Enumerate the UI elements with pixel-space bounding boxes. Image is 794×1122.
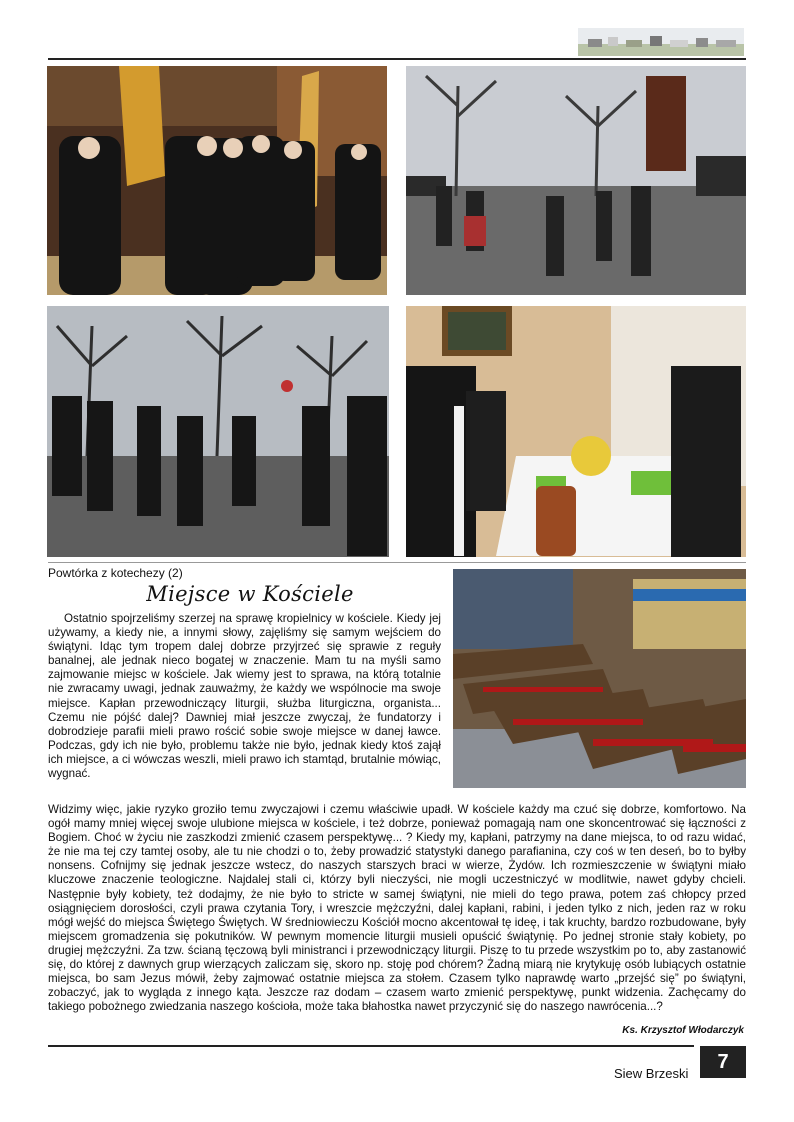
article-paragraph-1: Ostatnio spojrzeliśmy szerzej na sprawę kropielnicy w kościele. Kiedy jej używamy, a kiedy nie, a innymi słowy, zajęliśmy się samym wejściem do świątyni. Idąc tym tropem dalej dobrze przyjrzeć się sprawie z reguły banalnej, ale jednak nieco bogatej w znaczenie. Mam tu na myśli samo zajmowanie miejsc w kościele. Jak wiemy jest to sprawa, na którą totalnie nie zwracamy uwagi, jednak zauważmy, że każdy we wspólnocie ma swoje miejsce. Kapłan przewodniczący liturgii, służba liturgiczna, organista... Czemu nie pójść dalej? Dawniej miał jeszcze zwyczaj, że fundatorzy i dobrodzieje parafii mieli prawo rościć sobie swoje miejsce w danej ławce. Podczas, gdy ich nie było, problemu także nie było, jednak kiedy ktoś zajął ich miejsce, a ci wówczas weszli, mieli prawo ich stamtąd, brutalnie mówiąc, wygnać. <box>48 612 441 781</box>
article-title: Miejsce w Kościele <box>146 582 354 606</box>
photo-marching-band <box>47 306 389 557</box>
article-paragraph-2: Widzimy więc, jakie ryzyko groziło temu zwyczajowi i czemu właściwie upadł. W kościele każdy ma czuć się dobrze, komfortowo. Na ogół mamy mniej więcej swoje ulubione miejsca w kościele, i też dobrze, ponieważ pomagają nam one skoncentrować się łączności z Bogiem. Choć w życiu nie zaszkodzi zmienić czasem perspektywę... ? Kiedy my, kapłani, patrzymy na dane miejsca, to od razu widać, że nie ma tej czy tamtej osoby, ale tu nie chodzi o to, żeby prowadzić statystyki danego parafianina, czy coś w ten deseń, bo to byłby nonsens. Cofnijmy się jednak jeszcze wstecz, do naszych starszych braci w wierze, Żydów. Ich rozmieszczenie w świątyni miało kluczowe znaczenie teologiczne. Najdalej stali ci, którzy byli nieczyści, nie mogli uczestniczyć w modlitwie, nawet gdyby chcieli. Następnie były kobiety, też dodajmy, że nie było to stricte w samej świątyni, nie mieli do tego prawa, potem zaś chłopcy przed osiągnięciem dorosłości, czyli prawa czytania Tory, i wreszcie mężczyźni, dalej kapłani, rabini, i jeden tylko z nich, jeden raz w roku mógł wejść do miejsca Świętego Świętych. W średniowieczu Kościół mocno akcentował tę ideę, i tak kruchty, bardzo rozbudowane, były miejscem gromadzenia się pokutników. W pewnym momencie liturgii musieli opuścić świątynię. Po jednej stronie stały kobiety, po drugiej mężczyźni. Za tzw. ścianą tęczową byli ministranci i przewodniczący liturgii. Piszę to tu przede wszystkim po to, aby zastanowić się, do której z dawnych grup wierzących zaliczam się, skoro np. stoję pod chórem? Żadną miarą nie krytykuję osób lubiących ostatnie miejsca, bo sam Jezus mówił, żeby zajmować ostatnie miejsca za stołem. Czasem tylko naprawdę warto „przejść się” po świątyni, zobaczyć, jak to wygląda z innego kąta. Jeszcze raz dodam – czasem warto zmienić perspektywę, punkt widzenia. Zachęcamy do takiego pobożnego zwiedzania naszego kościoła, może taka błahostka nawet przyczynić się do naszego nawrócenia...? <box>48 803 746 1014</box>
photo-church-pews <box>453 569 746 788</box>
header-town-thumbnail <box>578 28 744 56</box>
section-separator <box>48 562 746 563</box>
photo-street-procession <box>406 66 746 295</box>
page-number: 7 <box>700 1046 746 1078</box>
photo-easter-blessing <box>406 306 746 557</box>
footer-rule <box>48 1045 694 1047</box>
article-author: Ks. Krzysztof Włodarczyk <box>622 1025 744 1036</box>
article-kicker: Powtórka z kotechezy (2) <box>48 566 183 580</box>
top-rule <box>48 58 746 60</box>
photo-uniformed-firemen <box>47 66 387 295</box>
publication-name: Siew Brzeski <box>614 1066 689 1081</box>
